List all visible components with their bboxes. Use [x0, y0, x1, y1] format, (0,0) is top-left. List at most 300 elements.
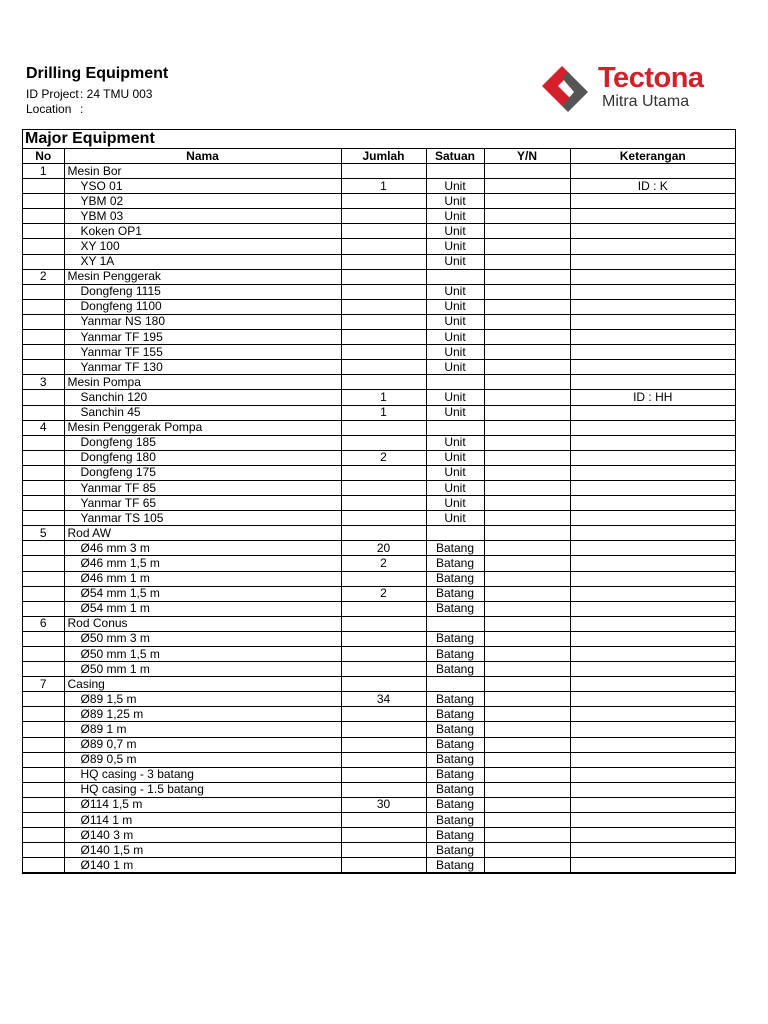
cell-keterangan: [570, 526, 735, 541]
cell-nama: Ø50 mm 1 m: [64, 662, 341, 677]
cell-no: [23, 254, 64, 269]
cell-keterangan: [570, 843, 735, 858]
cell-jumlah: [341, 526, 426, 541]
cell-satuan: [426, 526, 484, 541]
cell-satuan: Batang: [426, 752, 484, 767]
cell-yn: [484, 647, 570, 662]
table-row: [23, 692, 735, 707]
cell-no: [23, 571, 64, 586]
cell-keterangan: ID : K: [570, 179, 735, 194]
cell-keterangan: [570, 224, 735, 239]
cell-yn: [484, 752, 570, 767]
logo-brand-text: Tectona: [598, 62, 704, 94]
cell-keterangan: [570, 707, 735, 722]
cell-satuan: Batang: [426, 707, 484, 722]
cell-keterangan: [570, 194, 735, 209]
cell-satuan: Unit: [426, 254, 484, 269]
cell-nama: Ø89 1 m: [64, 722, 341, 737]
cell-yn: [484, 375, 570, 390]
cell-satuan: [426, 375, 484, 390]
table-row: [23, 662, 735, 677]
cell-satuan: Unit: [426, 209, 484, 224]
cell-keterangan: [570, 858, 735, 873]
col-header-keterangan: Keterangan: [570, 149, 735, 164]
cell-yn: [484, 541, 570, 556]
cell-jumlah: [341, 480, 426, 495]
table-row: [23, 269, 735, 284]
cell-satuan: Batang: [426, 767, 484, 782]
cell-jumlah: [341, 209, 426, 224]
tectona-emblem-icon: [534, 62, 594, 114]
cell-keterangan: [570, 435, 735, 450]
cell-satuan: [426, 269, 484, 284]
cell-satuan: Batang: [426, 813, 484, 828]
cell-nama: Yanmar TF 195: [64, 330, 341, 345]
cell-keterangan: [570, 556, 735, 571]
table-row: [23, 496, 735, 511]
cell-keterangan: [570, 314, 735, 329]
table-row: [23, 465, 735, 480]
cell-no: [23, 843, 64, 858]
cell-yn: [484, 797, 570, 812]
table-row: [23, 209, 735, 224]
cell-yn: [484, 480, 570, 495]
cell-nama: XY 100: [64, 239, 341, 254]
cell-yn: [484, 405, 570, 420]
cell-nama: Sanchin 45: [64, 405, 341, 420]
col-header-jumlah: Jumlah: [341, 149, 426, 164]
cell-no: 4: [23, 420, 64, 435]
cell-nama: Yanmar TF 155: [64, 345, 341, 360]
cell-yn: [484, 299, 570, 314]
cell-satuan: Batang: [426, 828, 484, 843]
cell-jumlah: [341, 752, 426, 767]
cell-nama: Sanchin 120: [64, 390, 341, 405]
cell-jumlah: [341, 677, 426, 692]
table-row: [23, 239, 735, 254]
cell-nama: HQ casing - 1.5 batang: [64, 782, 341, 797]
cell-yn: [484, 843, 570, 858]
cell-yn: [484, 314, 570, 329]
cell-no: [23, 692, 64, 707]
table-row: [23, 737, 735, 752]
cell-yn: [484, 707, 570, 722]
cell-no: [23, 813, 64, 828]
cell-keterangan: [570, 782, 735, 797]
cell-yn: [484, 239, 570, 254]
table-row: [23, 284, 735, 299]
cell-keterangan: [570, 631, 735, 646]
table-row: [23, 677, 735, 692]
cell-no: [23, 299, 64, 314]
cell-no: [23, 480, 64, 495]
cell-keterangan: [570, 375, 735, 390]
table-row: [23, 375, 735, 390]
cell-keterangan: [570, 752, 735, 767]
cell-no: [23, 662, 64, 677]
cell-no: [23, 405, 64, 420]
cell-yn: [484, 511, 570, 526]
cell-nama: Dongfeng 180: [64, 450, 341, 465]
cell-no: 5: [23, 526, 64, 541]
table-row: [23, 330, 735, 345]
cell-yn: [484, 813, 570, 828]
cell-nama: Yanmar TS 105: [64, 511, 341, 526]
cell-yn: [484, 586, 570, 601]
table-row: [23, 858, 735, 873]
cell-satuan: Batang: [426, 631, 484, 646]
table-row: [23, 179, 735, 194]
cell-nama: Dongfeng 185: [64, 435, 341, 450]
cell-jumlah: 34: [341, 692, 426, 707]
cell-jumlah: [341, 662, 426, 677]
cell-no: [23, 465, 64, 480]
cell-jumlah: [341, 601, 426, 616]
cell-jumlah: 2: [341, 586, 426, 601]
table-row: [23, 194, 735, 209]
cell-no: [23, 345, 64, 360]
cell-keterangan: [570, 330, 735, 345]
col-header-nama: Nama: [64, 149, 341, 164]
cell-keterangan: [570, 284, 735, 299]
table-row: [23, 526, 735, 541]
cell-satuan: Unit: [426, 224, 484, 239]
cell-satuan: Unit: [426, 435, 484, 450]
cell-jumlah: [341, 722, 426, 737]
cell-nama: Ø114 1,5 m: [64, 797, 341, 812]
table-row: [23, 828, 735, 843]
cell-jumlah: [341, 813, 426, 828]
cell-jumlah: [341, 435, 426, 450]
table-row: [23, 767, 735, 782]
cell-keterangan: [570, 209, 735, 224]
cell-jumlah: 1: [341, 390, 426, 405]
cell-yn: [484, 360, 570, 375]
cell-no: [23, 737, 64, 752]
cell-yn: [484, 737, 570, 752]
cell-satuan: Batang: [426, 541, 484, 556]
cell-keterangan: [570, 677, 735, 692]
table-row: [23, 797, 735, 812]
table-row: [23, 480, 735, 495]
cell-jumlah: [341, 616, 426, 631]
cell-nama: Dongfeng 175: [64, 465, 341, 480]
cell-satuan: Batang: [426, 858, 484, 873]
cell-nama: Dongfeng 1115: [64, 284, 341, 299]
cell-yn: [484, 420, 570, 435]
cell-nama: Mesin Bor: [64, 164, 341, 179]
cell-yn: [484, 677, 570, 692]
cell-satuan: Unit: [426, 330, 484, 345]
cell-satuan: Unit: [426, 360, 484, 375]
cell-nama: Mesin Pompa: [64, 375, 341, 390]
table-row: [23, 722, 735, 737]
cell-satuan: [426, 677, 484, 692]
document-title: Drilling Equipment: [26, 65, 169, 82]
cell-keterangan: [570, 405, 735, 420]
cell-satuan: Batang: [426, 586, 484, 601]
cell-nama: Dongfeng 1100: [64, 299, 341, 314]
cell-satuan: Batang: [426, 601, 484, 616]
id-project-value: : 24 TMU 003: [80, 87, 153, 101]
cell-keterangan: [570, 601, 735, 616]
cell-satuan: Unit: [426, 345, 484, 360]
cell-no: [23, 330, 64, 345]
cell-jumlah: [341, 571, 426, 586]
cell-satuan: Batang: [426, 797, 484, 812]
cell-nama: Ø50 mm 3 m: [64, 631, 341, 646]
cell-satuan: Unit: [426, 390, 484, 405]
cell-no: [23, 511, 64, 526]
cell-jumlah: [341, 330, 426, 345]
cell-nama: Rod Conus: [64, 616, 341, 631]
table-header-row: [23, 149, 735, 164]
cell-yn: [484, 390, 570, 405]
cell-nama: Yanmar TF 130: [64, 360, 341, 375]
cell-jumlah: 2: [341, 450, 426, 465]
cell-jumlah: [341, 164, 426, 179]
cell-jumlah: [341, 194, 426, 209]
table-row: [23, 314, 735, 329]
cell-keterangan: [570, 360, 735, 375]
cell-jumlah: [341, 269, 426, 284]
cell-satuan: Batang: [426, 737, 484, 752]
cell-no: [23, 647, 64, 662]
cell-yn: [484, 571, 570, 586]
table-row: [23, 631, 735, 646]
cell-nama: Ø46 mm 3 m: [64, 541, 341, 556]
cell-keterangan: [570, 586, 735, 601]
table-row: [23, 511, 735, 526]
cell-keterangan: ID : HH: [570, 390, 735, 405]
cell-jumlah: [341, 284, 426, 299]
cell-jumlah: [341, 737, 426, 752]
cell-nama: Ø46 mm 1 m: [64, 571, 341, 586]
cell-no: [23, 450, 64, 465]
cell-keterangan: [570, 737, 735, 752]
cell-yn: [484, 601, 570, 616]
table-row: [23, 224, 735, 239]
cell-jumlah: 20: [341, 541, 426, 556]
cell-yn: [484, 496, 570, 511]
cell-keterangan: [570, 571, 735, 586]
cell-no: [23, 556, 64, 571]
cell-nama: YSO 01: [64, 179, 341, 194]
cell-nama: Ø140 3 m: [64, 828, 341, 843]
cell-no: [23, 767, 64, 782]
cell-no: [23, 707, 64, 722]
cell-jumlah: [341, 496, 426, 511]
sheet-title: Major Equipment: [23, 130, 735, 149]
cell-yn: [484, 722, 570, 737]
cell-nama: Mesin Penggerak Pompa: [64, 420, 341, 435]
cell-yn: [484, 224, 570, 239]
location-value: :: [80, 102, 84, 116]
cell-nama: Ø114 1 m: [64, 813, 341, 828]
cell-yn: [484, 435, 570, 450]
cell-yn: [484, 767, 570, 782]
table-row: [23, 435, 735, 450]
cell-yn: [484, 782, 570, 797]
cell-no: [23, 194, 64, 209]
cell-satuan: [426, 616, 484, 631]
cell-jumlah: 2: [341, 556, 426, 571]
cell-nama: Ø50 mm 1,5 m: [64, 647, 341, 662]
cell-satuan: [426, 420, 484, 435]
cell-yn: [484, 254, 570, 269]
table-row: [23, 616, 735, 631]
cell-nama: Ø54 mm 1,5 m: [64, 586, 341, 601]
cell-no: [23, 828, 64, 843]
cell-keterangan: [570, 813, 735, 828]
cell-yn: [484, 269, 570, 284]
cell-keterangan: [570, 239, 735, 254]
cell-keterangan: [570, 164, 735, 179]
cell-keterangan: [570, 722, 735, 737]
id-project-line: [26, 87, 152, 102]
location-line: [26, 102, 83, 117]
cell-satuan: Unit: [426, 194, 484, 209]
cell-satuan: Batang: [426, 647, 484, 662]
table-row: [23, 420, 735, 435]
col-header-no: No: [23, 149, 64, 164]
table-row: [23, 647, 735, 662]
equipment-sheet: [22, 129, 736, 874]
cell-no: [23, 541, 64, 556]
cell-jumlah: [341, 631, 426, 646]
cell-nama: Ø89 0,5 m: [64, 752, 341, 767]
cell-jumlah: [341, 707, 426, 722]
table-row: [23, 707, 735, 722]
cell-jumlah: [341, 239, 426, 254]
cell-yn: [484, 345, 570, 360]
cell-yn: [484, 194, 570, 209]
cell-jumlah: [341, 360, 426, 375]
cell-nama: Ø89 1,25 m: [64, 707, 341, 722]
cell-yn: [484, 465, 570, 480]
equipment-table: [23, 149, 735, 873]
table-row: [23, 390, 735, 405]
table-row: [23, 360, 735, 375]
cell-no: [23, 601, 64, 616]
cell-keterangan: [570, 616, 735, 631]
cell-satuan: Batang: [426, 571, 484, 586]
cell-keterangan: [570, 767, 735, 782]
cell-yn: [484, 209, 570, 224]
cell-keterangan: [570, 299, 735, 314]
col-header-satuan: Satuan: [426, 149, 484, 164]
cell-no: [23, 722, 64, 737]
cell-nama: XY 1A: [64, 254, 341, 269]
cell-yn: [484, 164, 570, 179]
cell-nama: Ø89 0,7 m: [64, 737, 341, 752]
cell-nama: Mesin Penggerak: [64, 269, 341, 284]
cell-jumlah: [341, 767, 426, 782]
table-row: [23, 299, 735, 314]
cell-jumlah: [341, 420, 426, 435]
cell-yn: [484, 284, 570, 299]
cell-yn: [484, 858, 570, 873]
logo-subtitle-text: Mitra Utama: [602, 93, 690, 110]
cell-no: [23, 360, 64, 375]
cell-yn: [484, 631, 570, 646]
cell-satuan: Unit: [426, 450, 484, 465]
cell-no: [23, 224, 64, 239]
cell-no: 6: [23, 616, 64, 631]
cell-satuan: Unit: [426, 511, 484, 526]
table-row: [23, 450, 735, 465]
cell-satuan: Batang: [426, 662, 484, 677]
cell-nama: Ø140 1,5 m: [64, 843, 341, 858]
cell-keterangan: [570, 647, 735, 662]
location-label: Location: [26, 102, 72, 116]
cell-jumlah: [341, 858, 426, 873]
cell-satuan: Unit: [426, 239, 484, 254]
cell-no: [23, 435, 64, 450]
cell-keterangan: [570, 465, 735, 480]
cell-nama: Ø89 1,5 m: [64, 692, 341, 707]
cell-keterangan: [570, 450, 735, 465]
cell-no: [23, 797, 64, 812]
table-row: [23, 345, 735, 360]
cell-no: [23, 284, 64, 299]
cell-yn: [484, 450, 570, 465]
cell-jumlah: [341, 375, 426, 390]
table-row: [23, 813, 735, 828]
cell-no: [23, 858, 64, 873]
cell-nama: Yanmar NS 180: [64, 314, 341, 329]
cell-jumlah: [341, 465, 426, 480]
cell-jumlah: [341, 828, 426, 843]
id-project-label: ID Project: [26, 87, 79, 101]
cell-yn: [484, 526, 570, 541]
cell-nama: Ø140 1 m: [64, 858, 341, 873]
cell-satuan: Unit: [426, 465, 484, 480]
cell-satuan: Unit: [426, 314, 484, 329]
table-body: [23, 164, 735, 873]
cell-no: [23, 209, 64, 224]
cell-keterangan: [570, 420, 735, 435]
cell-jumlah: 1: [341, 179, 426, 194]
table-row: [23, 586, 735, 601]
cell-no: [23, 390, 64, 405]
cell-no: [23, 631, 64, 646]
table-row: [23, 601, 735, 616]
cell-keterangan: [570, 662, 735, 677]
cell-nama: Casing: [64, 677, 341, 692]
cell-keterangan: [570, 254, 735, 269]
cell-no: 2: [23, 269, 64, 284]
cell-yn: [484, 616, 570, 631]
cell-keterangan: [570, 480, 735, 495]
cell-satuan: Batang: [426, 782, 484, 797]
cell-satuan: Batang: [426, 556, 484, 571]
cell-jumlah: [341, 843, 426, 858]
cell-jumlah: 1: [341, 405, 426, 420]
table-row: [23, 571, 735, 586]
cell-yn: [484, 662, 570, 677]
cell-satuan: Unit: [426, 405, 484, 420]
cell-jumlah: [341, 511, 426, 526]
cell-no: [23, 239, 64, 254]
cell-yn: [484, 692, 570, 707]
cell-no: [23, 782, 64, 797]
cell-nama: YBM 03: [64, 209, 341, 224]
cell-jumlah: [341, 254, 426, 269]
cell-nama: YBM 02: [64, 194, 341, 209]
cell-satuan: Unit: [426, 179, 484, 194]
cell-jumlah: 30: [341, 797, 426, 812]
